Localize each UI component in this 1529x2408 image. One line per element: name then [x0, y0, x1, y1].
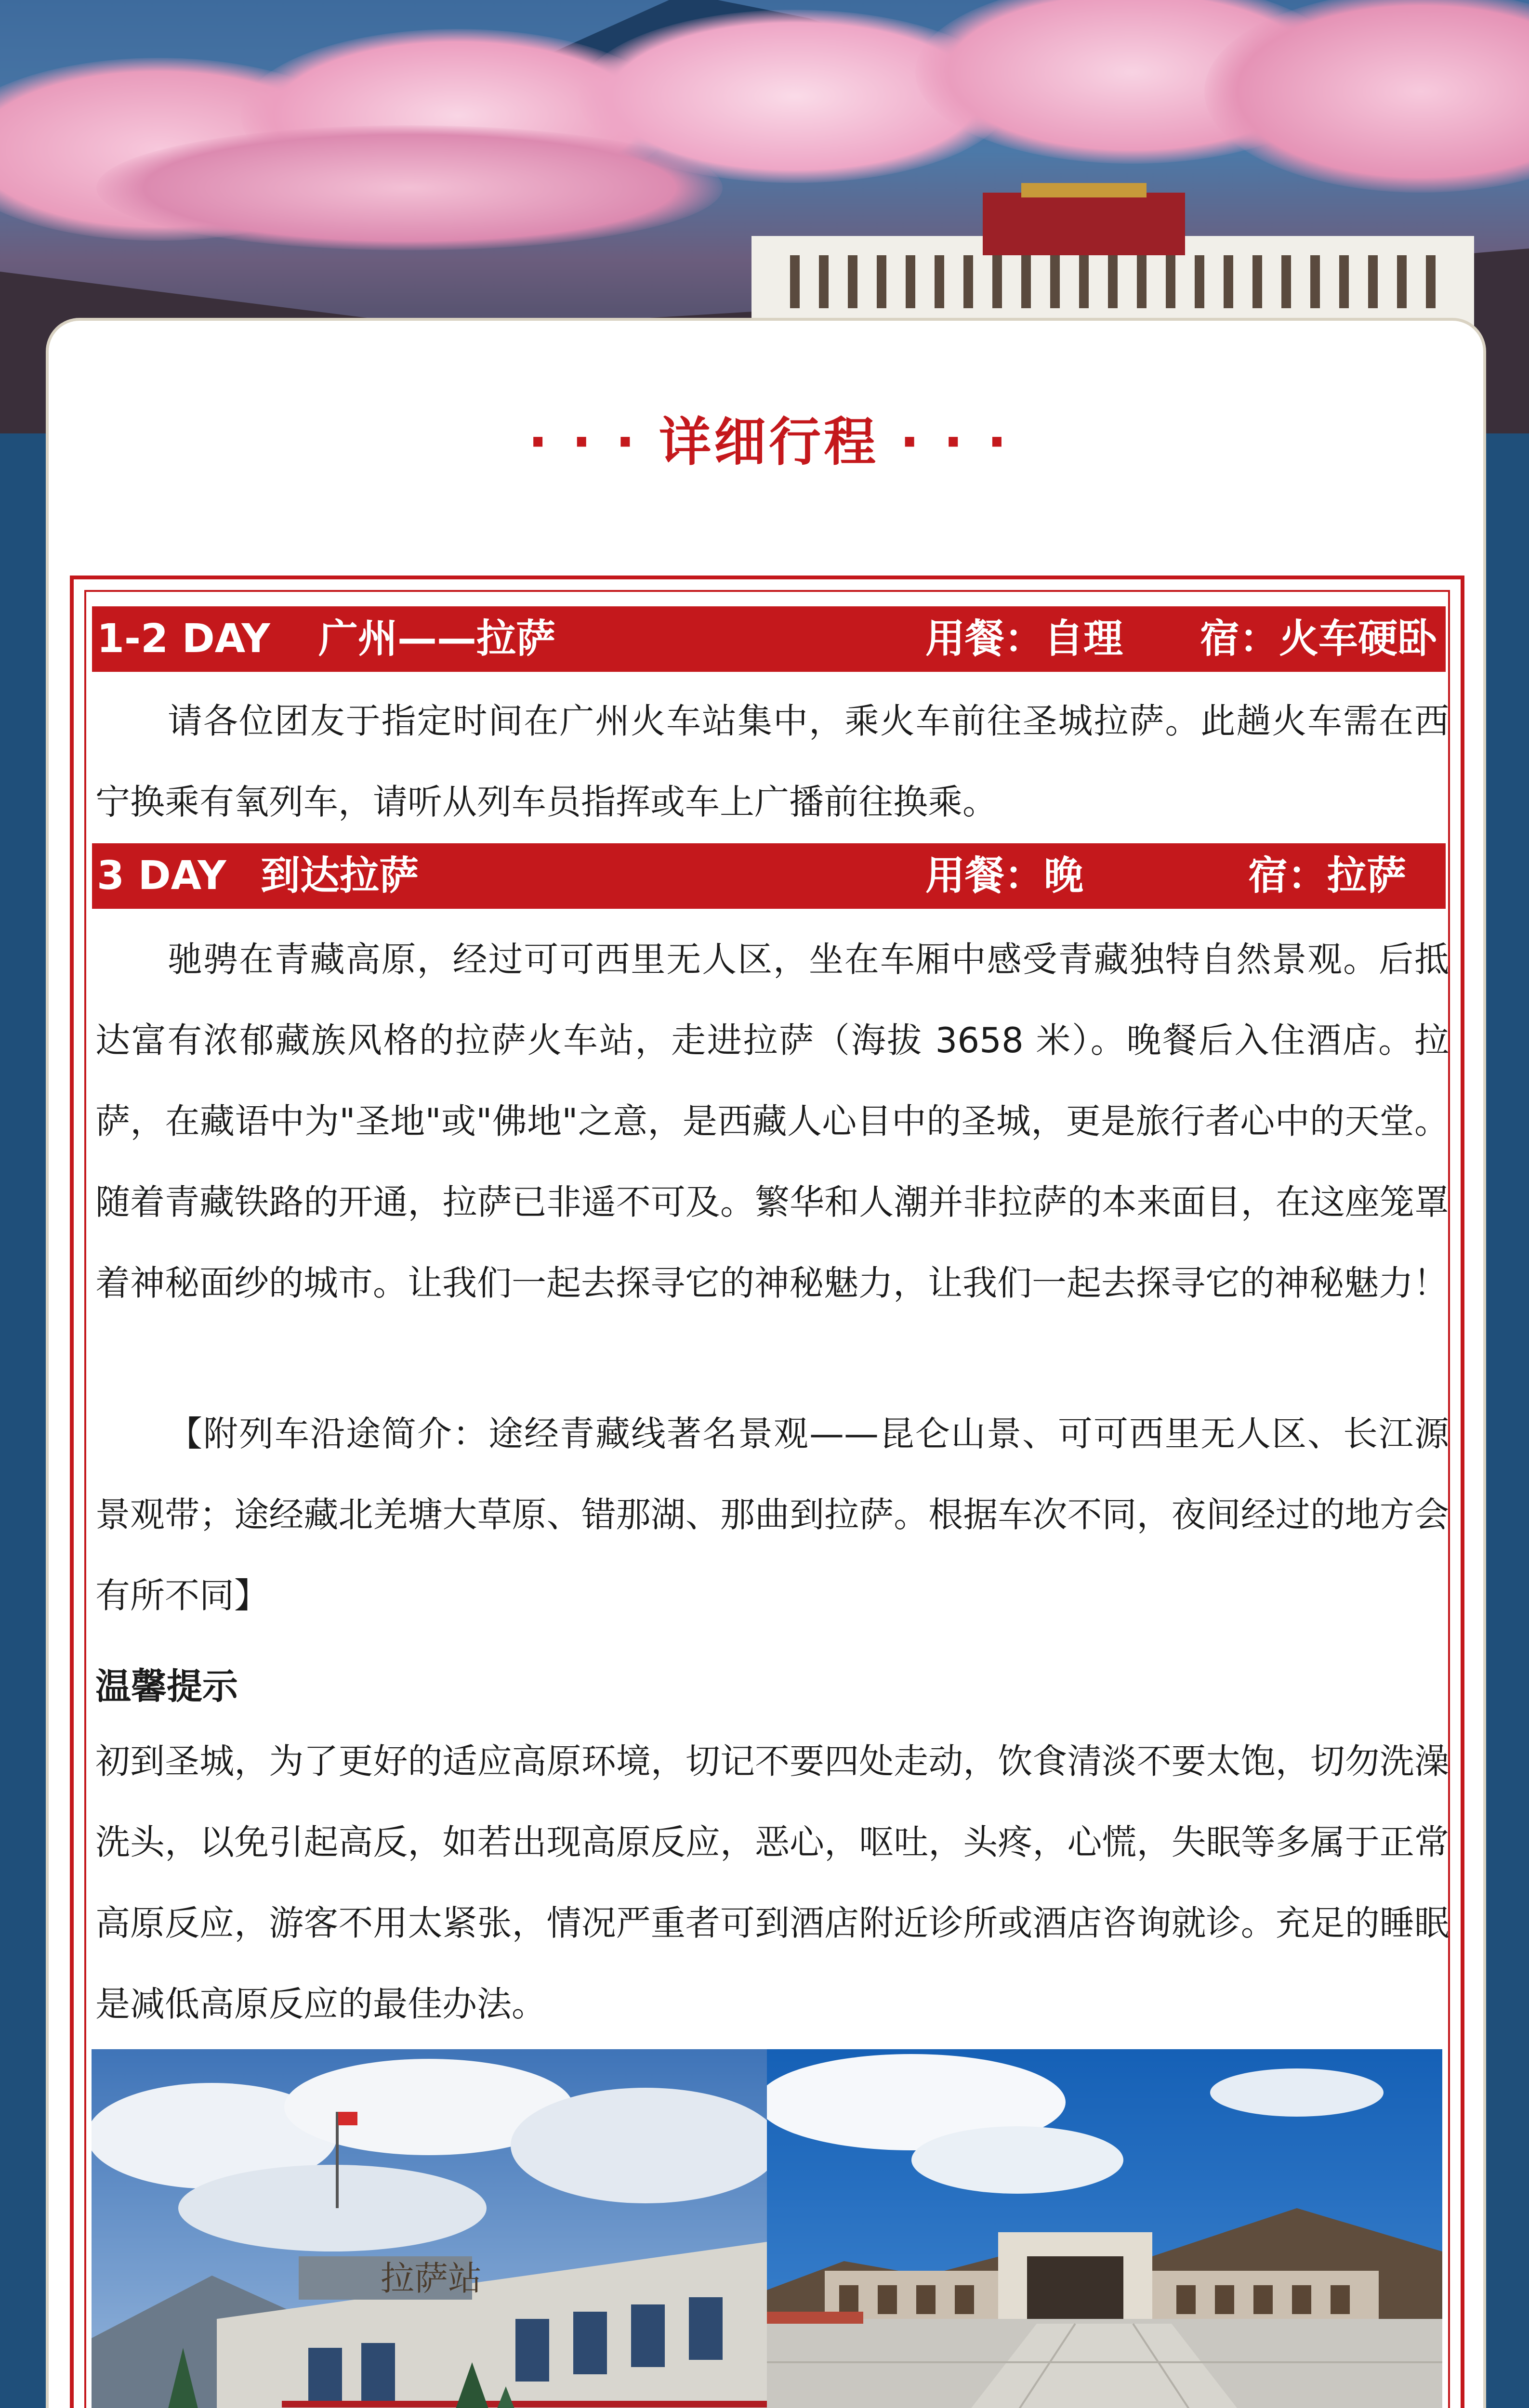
day-3-description: 驰骋在青藏高原，经过可可西里无人区，坐在车厢中感受青藏独特自然景观。后抵达富有浓郁藏族风格的拉萨火车站，走进拉萨（海拔 3658 米）。晚餐后入住酒店。拉萨，在藏语中为"圣地"或"佛地"之意，是西藏人心目中的圣城，更是旅行者心中的天堂。随着青藏铁路的开通，拉萨已非遥不可及。繁华和人潮并非拉萨的本来面目，在这座笼罩着神秘面纱的城市。让我们一起去探寻它的神秘魅力，让我们一起去探寻它的神秘魅力！ — [95, 939, 1449, 1303]
palace-illustration — [751, 183, 1474, 327]
tips-text: 初到圣城，为了更好的适应高原环境，切记不要四处走动，饮食清淡不要太饱，切勿洗澡洗头，以免引起高反，如若出现高原反应，恶心，呕吐，头疼，心慌，失眠等多属于正常高原反应，游客不用太紧张，情况严重者可到酒店附近诊所或酒店咨询就诊。充足的睡眠是减低高原反应的最佳办法。 — [95, 1741, 1449, 2024]
day-label: 1-2 DAY — [97, 616, 270, 662]
palace-roof — [1021, 183, 1147, 197]
tips-title: 温馨提示 — [95, 1666, 238, 1707]
blossom-cluster — [1204, 0, 1529, 193]
day-1-description: 请各位团友于指定时间在广州火车站集中，乘火车前往圣城拉萨。此趟火车需在西宁换乘有氧列车，请听从列车员指挥或车上广播前往换乘。 — [95, 701, 1449, 822]
station-closeup-illustration — [92, 2049, 767, 2408]
photo-station-plaza — [767, 2049, 1442, 2408]
day-meal: 用餐：晚 — [925, 853, 1084, 899]
day-stay: 宿：火车硬卧 — [1200, 616, 1437, 662]
train-route-intro: 【附列车沿途简介：途经青藏线著名景观——昆仑山景、可可西里无人区、长江源景观带；途经藏北羌塘大草原、错那湖、那曲到拉萨。根据车次不同，夜间经过的地方会有所不同】 — [95, 1413, 1449, 1616]
section-heading: · · · 详细行程 · · · — [528, 412, 1010, 472]
day-header-2 — [92, 843, 1446, 909]
blossom-cluster — [96, 125, 723, 250]
day-route: 广州——拉萨 — [318, 616, 556, 662]
day-route: 到达拉萨 — [261, 853, 419, 899]
station-sign: 拉萨站 — [381, 2259, 482, 2298]
station-plaza-illustration — [767, 2049, 1442, 2408]
palace-windows — [771, 255, 1455, 308]
photo-station-closeup — [92, 2049, 767, 2408]
day-stay: 宿：拉萨 — [1248, 853, 1407, 899]
day-header-1 — [92, 606, 1446, 672]
day-meal: 用餐：自理 — [925, 616, 1123, 662]
day-label: 3 DAY — [97, 853, 226, 899]
